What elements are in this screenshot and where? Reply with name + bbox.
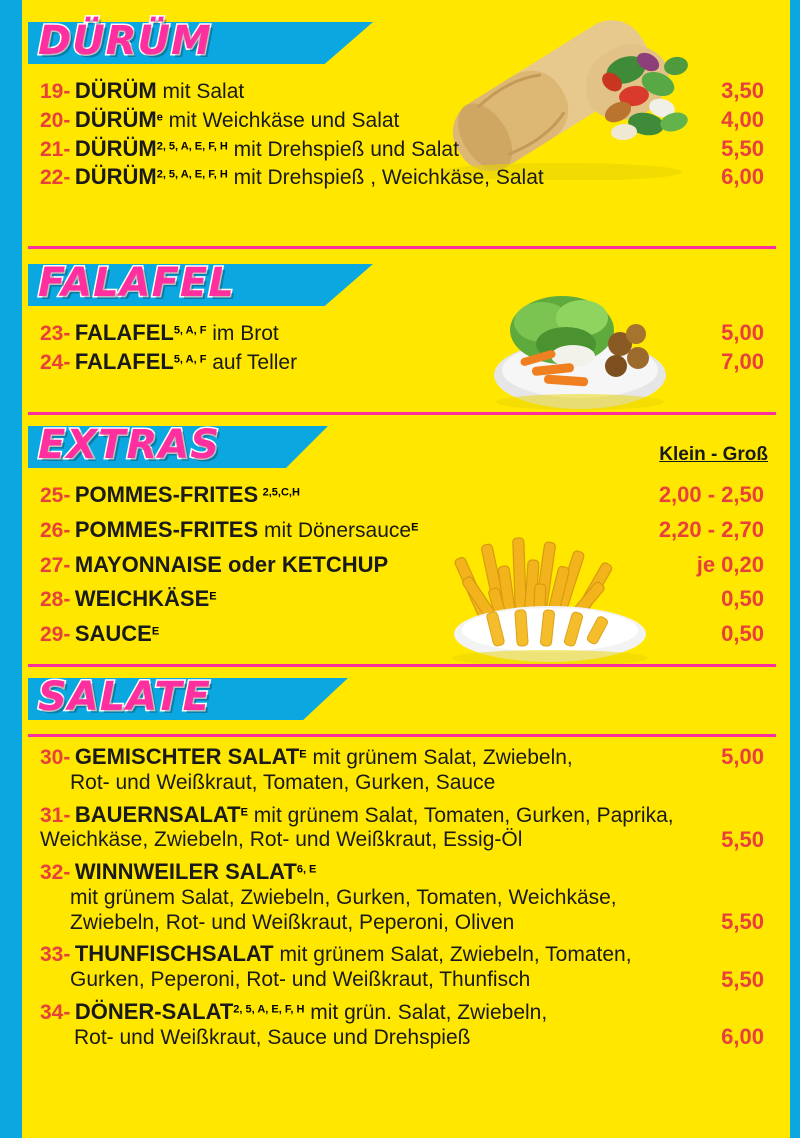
menu-item <box>40 999 780 1051</box>
item-desc: mit grün. Salat, Zwiebeln, <box>304 1000 548 1024</box>
item-allergens: 6, E <box>296 863 317 876</box>
extras-sizes-label: Klein - Groß <box>659 444 768 465</box>
menu-item <box>40 859 780 935</box>
menu-item <box>40 802 780 854</box>
falafel-title: FALAFEL <box>38 260 235 306</box>
item-allergens: 5, A, F <box>173 353 207 366</box>
item-number: 29- <box>40 623 71 647</box>
item-price: 5,50 <box>721 827 764 853</box>
item-name: DÜRÜM <box>74 106 157 132</box>
item-desc: mit Weichkäse und Salat <box>162 108 400 132</box>
item-name: DÜRÜM <box>74 78 157 103</box>
right-blue-stripe <box>790 0 800 1138</box>
item-number: 34- <box>40 1000 71 1024</box>
item-name: DÖNER-SALAT <box>74 998 234 1024</box>
item-price: 5,50 <box>721 909 764 935</box>
item-allergens: E <box>151 625 160 638</box>
item-allergens: E <box>209 590 217 603</box>
item-number: 24- <box>40 350 71 374</box>
item-number: 25- <box>40 484 71 507</box>
item-name: FALAFEL <box>74 348 174 374</box>
item-price: 3,50 <box>721 78 764 103</box>
item-desc-continued: mit grünem Salat, Zwiebeln, Gurken, Tomaten, Weichkäse, <box>70 885 617 909</box>
item-name: FALAFEL <box>74 320 174 345</box>
item-desc: auf Teller <box>206 350 298 374</box>
item-number: 21- <box>40 137 71 161</box>
menu-item <box>40 78 780 105</box>
extras-items <box>40 482 780 650</box>
item-name: WINNWEILER SALAT <box>74 859 297 885</box>
item-allergens: 5, A, F <box>173 324 207 337</box>
item-name: DÜRÜM <box>74 164 157 190</box>
item-name: POMMES-FRITES <box>74 516 259 542</box>
item-number: 33- <box>40 943 71 967</box>
item-desc-continued-2: Zwiebeln, Rot- und Weißkraut, Peperoni, Oliven <box>70 910 515 934</box>
menu-item <box>40 744 780 796</box>
section-divider <box>28 412 776 415</box>
item-name: WEICHKÄSE <box>74 586 210 612</box>
item-name: POMMES-FRITES <box>74 482 259 507</box>
left-blue-stripe <box>0 0 22 1138</box>
item-price: 0,50 <box>721 586 764 612</box>
item-price: 2,00 - 2,50 <box>658 482 764 507</box>
item-desc: mit grünem Salat, Zwiebeln, <box>306 746 573 769</box>
item-allergens: 2, 5, A, E, F, H <box>156 140 228 153</box>
item-desc-continued: Gurken, Peperoni, Rot- und Weißkraut, Thunfisch <box>70 968 531 992</box>
item-name: GEMISCHTER SALAT <box>74 744 300 769</box>
menu-item <box>40 349 780 376</box>
menu-item <box>40 586 780 613</box>
salate-title: SALATE <box>38 674 211 720</box>
item-number: 28- <box>40 588 71 612</box>
item-price: 5,50 <box>721 966 764 992</box>
salate-items <box>40 744 780 1056</box>
left-yellow-gap <box>22 0 28 1138</box>
item-allergens: e <box>156 111 163 124</box>
item-desc: mit Dönersauce <box>258 518 412 542</box>
item-number: 26- <box>40 518 71 542</box>
item-allergens: 2, 5, A, E, F, H <box>233 1003 305 1016</box>
menu-item <box>40 107 780 134</box>
extras-title: EXTRAS <box>38 422 221 468</box>
item-name: SAUCE <box>74 621 152 647</box>
item-number: 20- <box>40 108 71 132</box>
item-desc: mit Drehspieß , Weichkäse, Salat <box>227 166 544 190</box>
item-number: 19- <box>40 80 71 103</box>
menu-item <box>40 621 780 648</box>
item-price: 0,50 <box>721 621 764 647</box>
item-number: 22- <box>40 166 71 190</box>
falafel-items <box>40 320 780 378</box>
item-number: 27- <box>40 553 71 577</box>
section-divider <box>28 246 776 249</box>
item-name: BAUERNSALAT <box>74 801 241 827</box>
item-price: je 0,20 <box>696 551 764 577</box>
section-extras <box>28 420 778 476</box>
item-allergens: E <box>299 748 307 761</box>
item-allergens: E <box>240 806 248 819</box>
section-divider <box>28 664 776 667</box>
falafel-banner <box>28 258 778 312</box>
menu-item <box>40 136 780 163</box>
menu-item <box>40 482 780 509</box>
item-desc: im Brot <box>206 322 279 345</box>
salate-banner <box>28 672 778 726</box>
item-desc-continued: Weichkäse, Zwiebeln, Rot- und Weißkraut, Essig-Öl <box>40 828 523 852</box>
item-number: 30- <box>40 746 71 769</box>
section-salate <box>28 672 778 728</box>
item-allergens: 2, 5, A, E, F, H <box>156 168 228 181</box>
duerum-banner <box>28 16 778 70</box>
menu-item <box>40 164 780 191</box>
duerum-title: DÜRÜM <box>38 18 212 64</box>
menu-item <box>40 517 780 544</box>
section-duerum <box>28 16 778 72</box>
menu-item <box>40 552 780 579</box>
item-desc: mit Drehspieß und Salat <box>227 137 459 161</box>
item-desc: mit grünem Salat, Tomaten, Gurken, Paprika, <box>247 803 674 827</box>
item-price: 4,00 <box>721 106 764 132</box>
item-price: 6,00 <box>721 1024 764 1050</box>
item-price: 5,00 <box>721 320 764 345</box>
item-desc: mit Salat <box>156 80 245 103</box>
duerum-items <box>40 78 780 193</box>
item-price: 5,50 <box>721 135 764 161</box>
item-price: 7,00 <box>721 348 764 374</box>
menu-item <box>40 320 780 347</box>
section-divider <box>28 734 776 737</box>
item-desc-continued: Rot- und Weißkraut, Tomaten, Gurken, Sauce <box>70 770 496 794</box>
item-price: 2,20 - 2,70 <box>658 516 764 542</box>
item-desc: mit grünem Salat, Zwiebeln, Tomaten, <box>273 943 632 967</box>
item-name: DÜRÜM <box>74 135 157 161</box>
item-number: 32- <box>40 861 71 885</box>
item-name: THUNFISCHSALAT <box>74 941 274 967</box>
item-desc-continued: Rot- und Weißkraut, Sauce und Drehspieß <box>74 1025 471 1049</box>
menu-item <box>40 941 780 993</box>
item-name: MAYONNAISE oder KETCHUP <box>74 551 389 577</box>
item-desc-allergens: E <box>411 521 419 534</box>
item-allergens: 2,5,C,H <box>262 486 300 499</box>
item-number: 23- <box>40 322 71 345</box>
item-price: 6,00 <box>721 164 764 190</box>
section-falafel <box>28 258 778 314</box>
item-price: 5,00 <box>721 744 764 769</box>
item-number: 31- <box>40 803 71 827</box>
